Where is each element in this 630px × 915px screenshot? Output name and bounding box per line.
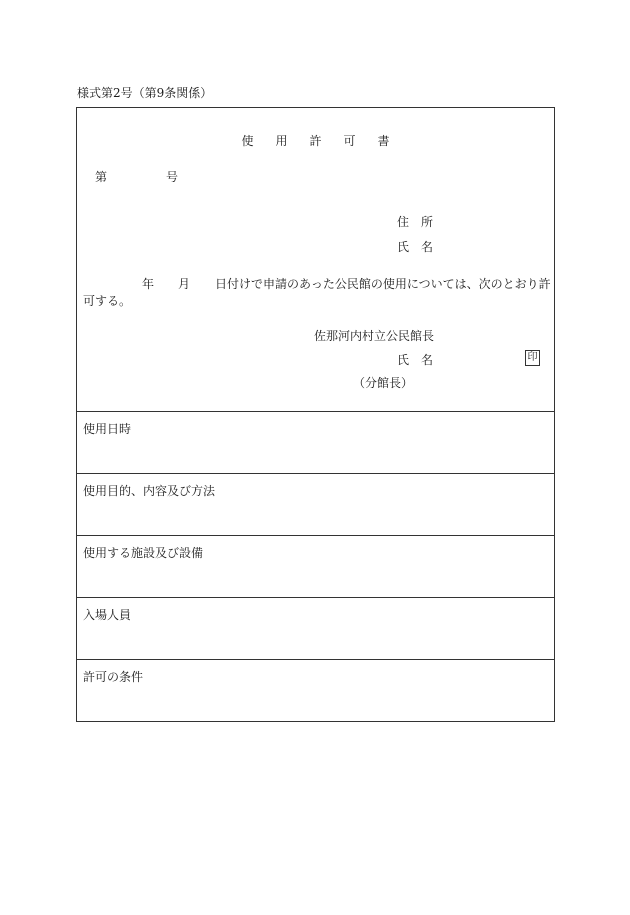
branch-label: （分館長）	[353, 376, 414, 390]
form-header-section	[77, 108, 554, 412]
number-dai: 第	[95, 170, 108, 184]
number-go: 号	[166, 170, 179, 184]
applicant-name-label: 氏 名	[397, 240, 434, 254]
body-text-line1: 日付けで申請のあった公民館の使用については、次のとおり許	[215, 277, 551, 291]
row-label: 使用日時	[83, 422, 132, 436]
body-text-line2: 可する。	[83, 294, 132, 308]
month-label: 月	[178, 277, 191, 291]
row-label: 使用目的、内容及び方法	[83, 484, 216, 498]
row-label: 使用する施設及び設備	[83, 546, 204, 560]
address-label: 住 所	[397, 215, 434, 229]
seal-mark: 印	[525, 350, 540, 366]
row-usage-purpose	[77, 474, 554, 536]
form-number-label: 様式第2号（第9条関係）	[77, 86, 213, 100]
row-label: 許可の条件	[83, 670, 144, 684]
row-usage-datetime	[77, 412, 554, 474]
year-label: 年	[142, 277, 155, 291]
row-attendance	[77, 598, 554, 660]
row-label: 入場人員	[83, 608, 132, 622]
permit-form	[76, 107, 555, 722]
row-conditions	[77, 660, 554, 722]
row-facilities	[77, 536, 554, 598]
issuer-name-label: 氏 名	[397, 353, 434, 367]
issuer-org: 佐那河内村立公民館長	[314, 329, 435, 343]
document-title: 使用許可書	[241, 134, 412, 148]
